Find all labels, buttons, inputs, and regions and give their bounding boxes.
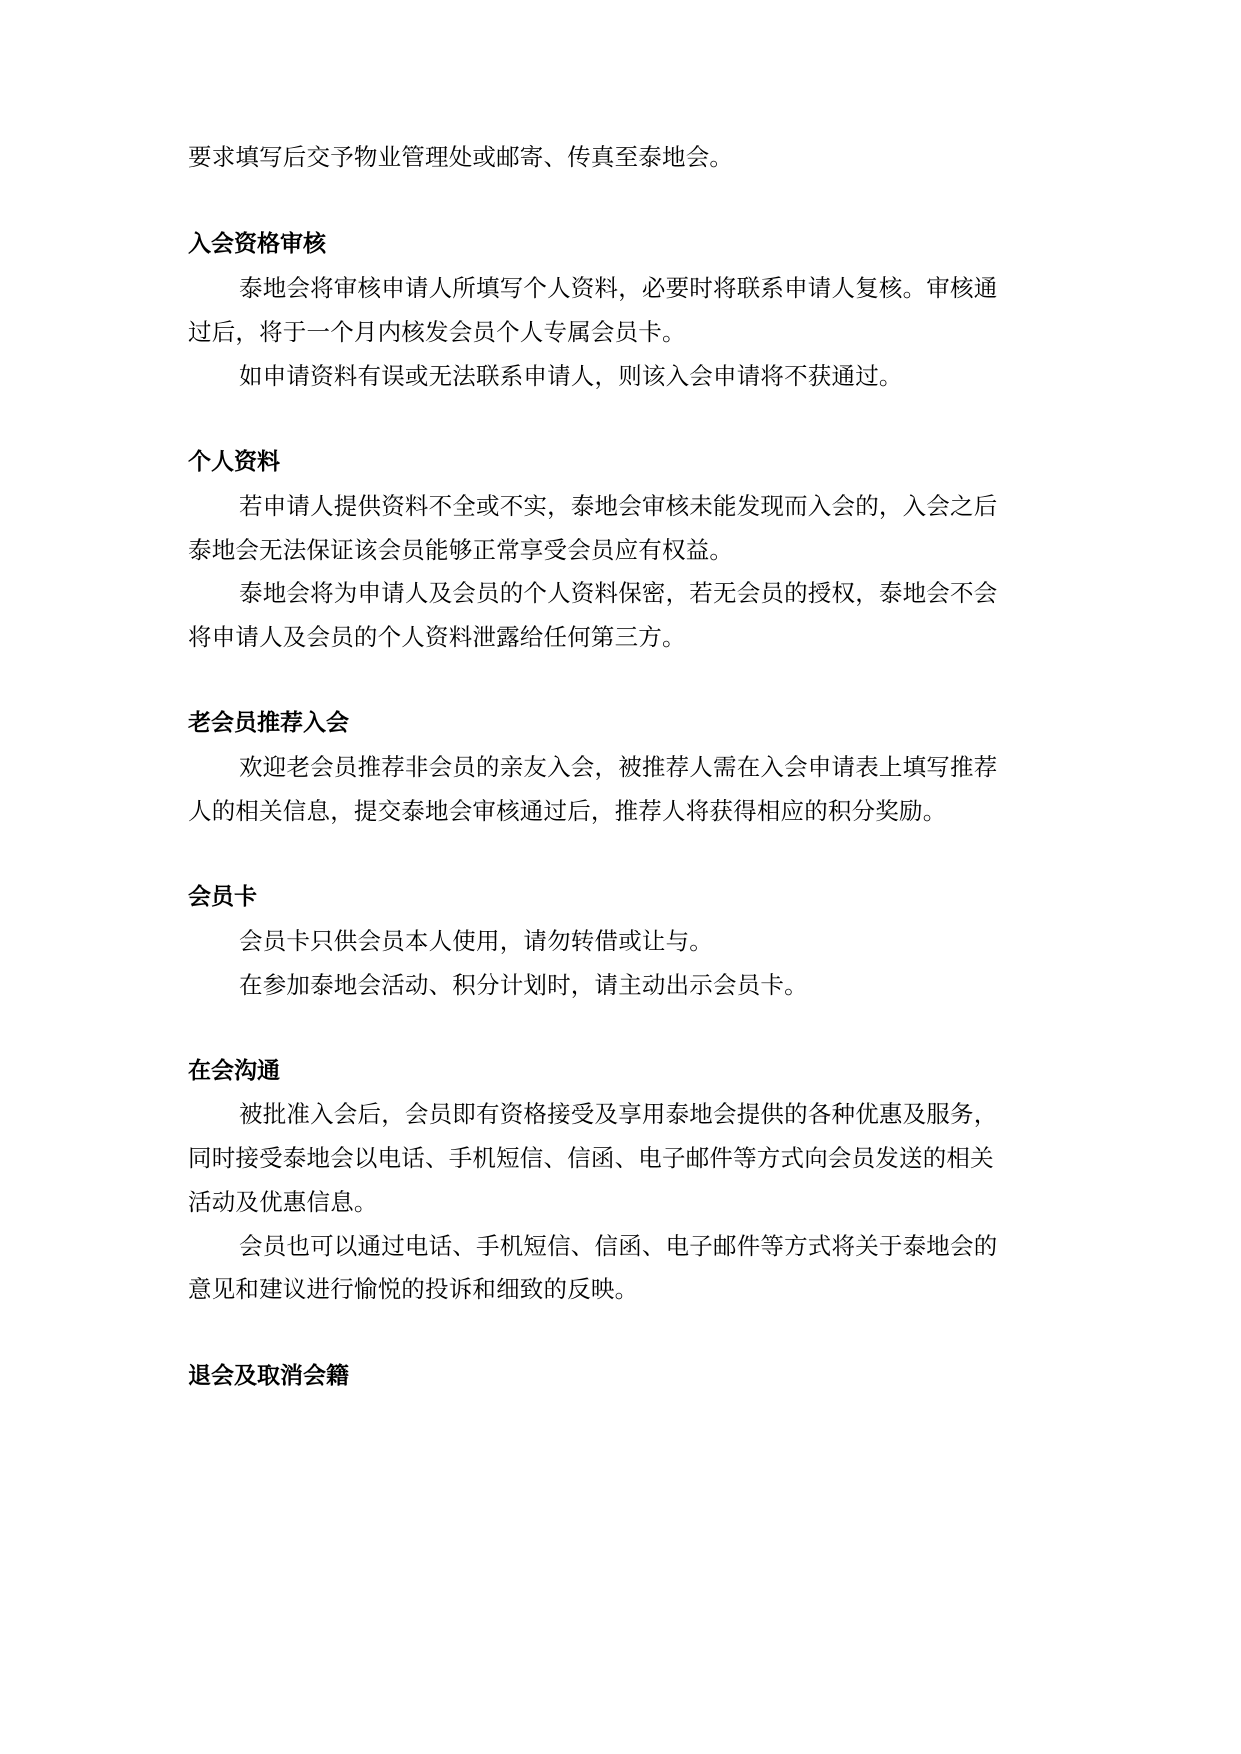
paragraph-line: 会员也可以通过电话、手机短信、信函、电子邮件等方式将关于泰地会的 <box>239 1232 998 1260</box>
paragraph-line: 会员卡只供会员本人使用，请勿转借或让与。 <box>239 927 713 955</box>
paragraph-line: 在参加泰地会活动、积分计划时，请主动出示会员卡。 <box>239 971 808 999</box>
section-heading: 在会沟通 <box>188 1058 280 1084</box>
paragraph-line: 若申请人提供资料不全或不实，泰地会审核未能发现而入会的，入会之后 <box>239 492 998 520</box>
paragraph-line: 泰地会将为申请人及会员的个人资料保密，若无会员的授权，泰地会不会 <box>239 579 998 607</box>
paragraph-line: 将申请人及会员的个人资料泄露给任何第三方。 <box>188 623 686 651</box>
section-heading: 退会及取消会籍 <box>188 1363 349 1389</box>
section-heading: 会员卡 <box>188 884 257 910</box>
paragraph-line: 过后，将于一个月内核发会员个人专属会员卡。 <box>188 318 686 346</box>
paragraph-line: 欢迎老会员推荐非会员的亲友入会，被推荐人需在入会申请表上填写推荐 <box>239 753 998 781</box>
paragraph-line: 泰地会将审核申请人所填写个人资料，必要时将联系申请人复核。审核通 <box>239 274 998 302</box>
paragraph-line: 泰地会无法保证该会员能够正常享受会员应有权益。 <box>188 536 734 564</box>
paragraph-line: 被批准入会后，会员即有资格接受及享用泰地会提供的各种优惠及服务， <box>239 1100 998 1128</box>
paragraph-line: 要求填写后交予物业管理处或邮寄、传真至泰地会。 <box>188 143 734 171</box>
paragraph-line: 意见和建议进行愉悦的投诉和细致的反映。 <box>188 1275 639 1303</box>
section-heading: 老会员推荐入会 <box>188 710 349 736</box>
paragraph-line: 活动及优惠信息。 <box>188 1188 378 1216</box>
paragraph-line: 人的相关信息，提交泰地会审核通过后，推荐人将获得相应的积分奖励。 <box>188 797 947 825</box>
paragraph-line: 同时接受泰地会以电话、手机短信、信函、电子邮件等方式向会员发送的相关 <box>188 1144 994 1172</box>
paragraph-line: 如申请资料有误或无法联系申请人，则该入会申请将不获通过。 <box>239 362 903 390</box>
section-heading: 个人资料 <box>188 449 280 475</box>
section-heading: 入会资格审核 <box>188 231 326 257</box>
